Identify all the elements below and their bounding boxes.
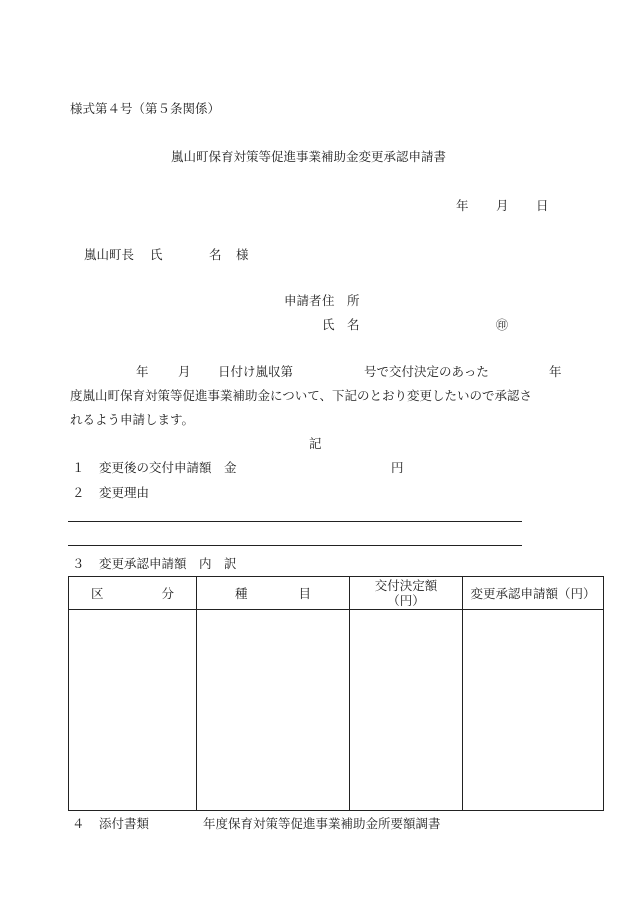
item3-number: ３ (72, 556, 85, 571)
cell-henko-shonin[interactable] (463, 610, 604, 811)
header-kofu-kettei: 交付決定額 （円） (350, 577, 463, 610)
breakdown-table (68, 576, 604, 811)
body-month: 月 (178, 364, 191, 379)
document-title: 嵐山町保育対策等促進事業補助金変更承認申請書 (171, 149, 447, 164)
item3-label: 変更承認申請額 内 訳 (99, 556, 237, 571)
addressee-mei: 名 (209, 247, 222, 262)
body-fiscal-year: 年 (549, 364, 562, 379)
header-shumoku: 種 目 (197, 577, 350, 610)
body-date-text: 日付け嵐収第 (218, 364, 294, 379)
item4-label: 添付書類 (99, 816, 150, 831)
body-line-3: れるよう申請します。 (70, 412, 195, 427)
date-month: 月 (496, 198, 509, 213)
applicant-address-label: 住 所 (322, 293, 360, 308)
addressee-sama: 様 (236, 247, 249, 262)
item4-value: 年度保育対策等促進事業補助金所要額調書 (203, 816, 441, 831)
cell-kofu-kettei[interactable] (350, 610, 463, 811)
body-decision-text: 号で交付決定のあった (364, 364, 489, 379)
ki-heading: 記 (309, 436, 322, 451)
addressee-shi: 氏 (150, 247, 163, 262)
body-line-2: 度嵐山町保育対策等促進事業補助金について、下記のとおり変更したいので承認さ (70, 388, 533, 403)
item1-label: 変更後の交付申請額 金 (99, 460, 237, 475)
addressee-prefix: 嵐山町長 (84, 247, 135, 262)
reason-line-1 (68, 521, 522, 522)
cell-shumoku[interactable] (197, 610, 350, 811)
header-kubun: 区 分 (69, 577, 197, 610)
seal-mark: ㊞ (496, 318, 509, 332)
form-number: 様式第４号（第５条関係） (70, 101, 221, 116)
item2-number: ２ (72, 485, 85, 500)
item2-label: 変更理由 (99, 485, 150, 500)
cell-kubun[interactable] (69, 610, 197, 811)
item1-number: １ (72, 460, 85, 475)
item4-number: ４ (72, 816, 85, 831)
item1-unit: 円 (391, 460, 404, 475)
header-henko-shonin: 変更承認申請額（円） (463, 577, 604, 610)
table-header-row (69, 577, 604, 610)
applicant-label: 申請者 (284, 293, 322, 308)
reason-line-2 (68, 545, 522, 546)
date-year: 年 (456, 198, 469, 213)
date-day: 日 (536, 198, 549, 213)
applicant-name-label: 氏 名 (322, 317, 360, 332)
table-row (69, 610, 604, 811)
body-year: 年 (136, 364, 149, 379)
